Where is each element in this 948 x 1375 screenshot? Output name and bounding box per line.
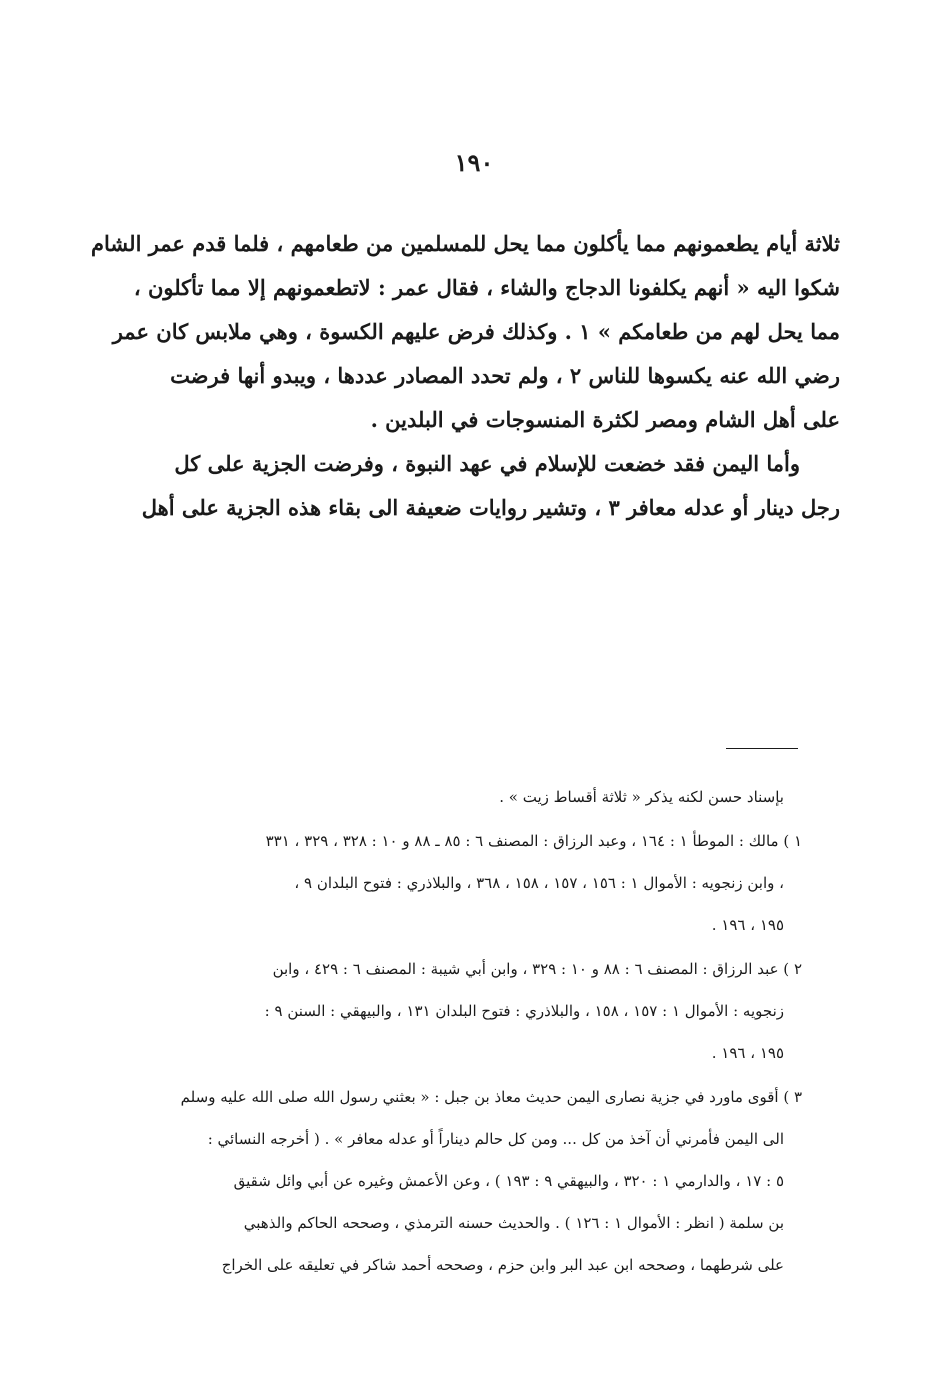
footnote-1-line: ١٩٥ ، ١٩٦ . <box>711 916 784 934</box>
footnote-separator <box>726 748 798 749</box>
footnote-3-line: ٣ ) أقوى ماورد في جزية نصارى اليمن حديث معاذ بن جبل : « بعثني رسول الله صلى الله عليه وسلم <box>180 1088 802 1106</box>
body-line: وأما اليمن فقد خضعت للإسلام في عهد النبوة ، وفرضت الجزية على كل <box>174 451 800 476</box>
body-line: رضي الله عنه يكسوها للناس ٢ ، ولم تحدد المصادر عددها ، ويبدو أنها فرضت <box>170 363 840 388</box>
footnote-2-line: ٢ ) عبد الرزاق : المصنف ٦ : ٨٨ و ١٠ : ٣٢٩ ، وابن أبي شيبة : المصنف ٦ : ٤٢٩ ، وابن <box>272 960 802 978</box>
main-text <box>78 222 840 530</box>
footnote-2-line: ١٩٥ ، ١٩٦ . <box>711 1044 784 1062</box>
body-line: رجل دينار أو عدله معافر ٣ ، وتشير روايات ضعيفة الى بقاء هذه الجزية على أهل <box>141 495 840 520</box>
footnote-3-line: ٥ : ١٧ ، والدارمي ١ : ٣٢٠ ، والبيهقي ٩ : ١٩٣ ) ، وعن الأعمش وغيره عن أبي وائل شقيق <box>233 1172 784 1190</box>
footnote-1-line: ١ ) مالك : الموطأ ١ : ١٦٤ ، وعبد الرزاق : المصنف ٦ : ٨٥ ـ ٨٨ و ١٠ : ٣٢٨ ، ٣٢٩ ، ٣٣١ <box>265 832 802 850</box>
footnote-3-line: بن سلمة ( انظر : الأموال ١ : ١٢٦ ) . والحديث حسنه الترمذي ، وصححه الحاكم والذهبي <box>243 1214 784 1232</box>
page-number: ١٩٠ <box>454 148 494 177</box>
footnote-3-line: الى اليمن فأمرني أن آخذ من كل ... ومن كل حالم ديناراً أو عدله معافر » . ( أخرجه النسائي : <box>207 1130 784 1148</box>
body-line: شكوا اليه « أنهم يكلفونا الدجاج والشاء ، فقال عمر : لاتطعمونهم إلا مما تأكلون ، <box>133 275 840 300</box>
body-line: مما يحل لهم من طعامكم » ١ . وكذلك فرض عليهم الكسوة ، وهي ملابس كان عمر <box>112 319 840 344</box>
body-line: ثلاثة أيام يطعمونهم مما يأكلون مما يحل للمسلمين من طعامهم ، فلما قدم عمر الشام <box>91 231 840 256</box>
footnote-1-line: ، وابن زنجويه : الأموال ١ : ١٥٦ ، ١٥٧ ، ١٥٨ ، ٣٦٨ ، والبلاذري : فتوح البلدان ٩ ، <box>294 874 784 892</box>
footnote-3-line: على شرطهما ، وصححه ابن عبد البر وابن حزم ، وصححه أحمد شاكر في تعليقه على الخراج <box>221 1256 784 1274</box>
footnote-continuation: بإسناد حسن لكنه يذكر « ثلاثة أقساط زيت » . <box>499 788 784 806</box>
footnotes <box>112 776 802 1286</box>
footnote-2-line: زنجويه : الأموال ١ : ١٥٧ ، ١٥٨ ، والبلاذري : فتوح البلدان ١٣١ ، والبيهقي : السنن ٩ : <box>264 1002 784 1020</box>
body-line: على أهل الشام ومصر لكثرة المنسوجات في البلدين . <box>370 407 840 432</box>
